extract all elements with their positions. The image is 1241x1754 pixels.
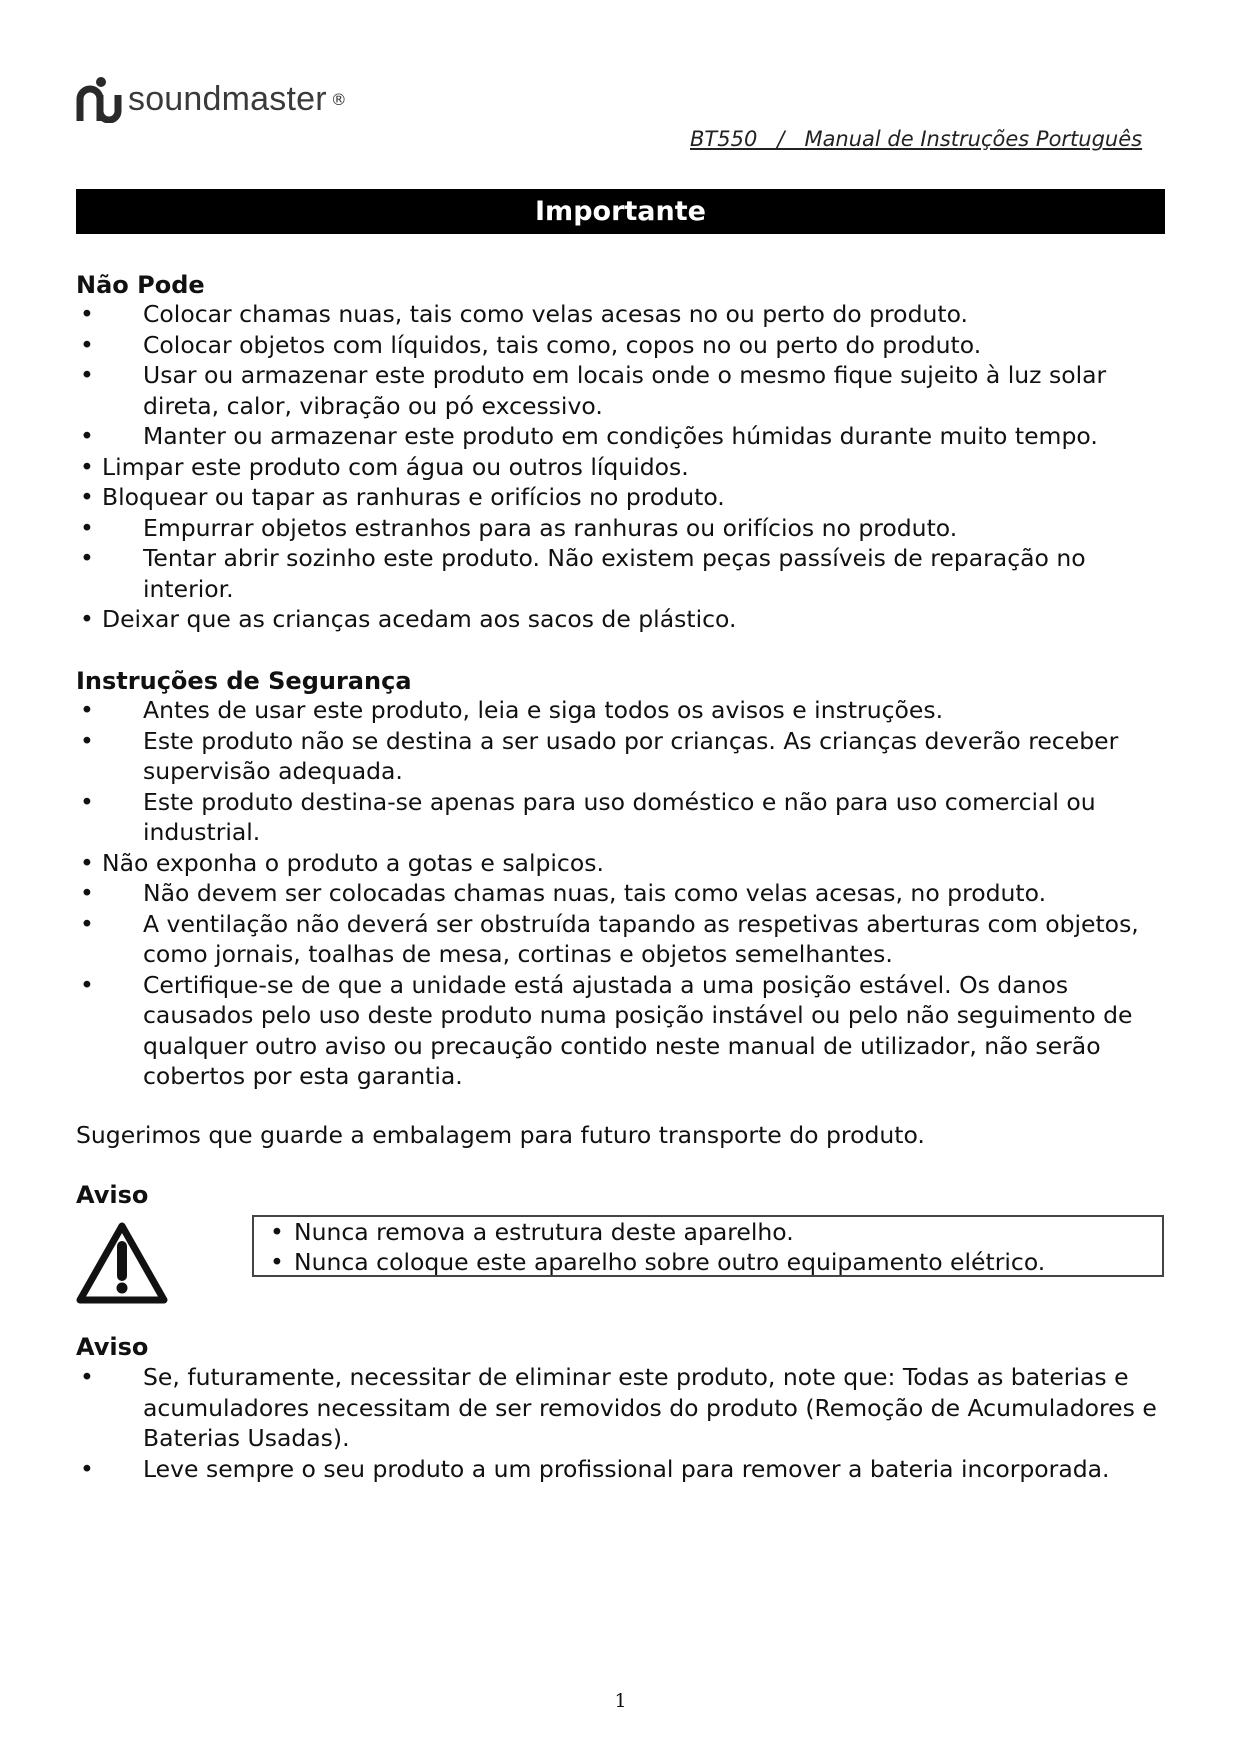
nao-pode-list (76, 299, 1176, 635)
aviso-title: Aviso (76, 1333, 149, 1361)
seguranca-list (76, 695, 1176, 1092)
seguranca-title: Instruções de Segurança (76, 667, 412, 695)
brand-name: soundmaster (128, 79, 327, 118)
document-header: BT550 / Manual de Instruções Português (690, 127, 1143, 151)
list-item: • Colocar objetos com líquidos, tais como, copos no ou perto do produto. (76, 330, 1176, 361)
list-item: • Usar ou armazenar este produto em locais onde o mesmo fique sujeito à luz solar direta, calor, vibração ou pó excessivo. (76, 360, 1176, 421)
registered-mark: ® (330, 89, 347, 109)
warning-box (252, 1215, 1164, 1277)
list-item: • Bloquear ou tapar as ranhuras e orifícios no produto. (76, 482, 1176, 513)
list-item: • Empurrar objetos estranhos para as ranhuras ou orifícios no produto. (76, 513, 1176, 544)
soundmaster-logo-icon (76, 75, 122, 123)
aviso-title: Aviso (76, 1181, 149, 1209)
list-item: • Limpar este produto com água ou outros líquidos. (76, 452, 1176, 483)
list-item: • Deixar que as crianças acedam aos sacos de plástico. (76, 604, 1176, 635)
page-number: 1 (614, 1690, 627, 1712)
list-item: • Tentar abrir sozinho este produto. Não existem peças passíveis de reparação no interior. (76, 543, 1176, 604)
list-item: • Este produto não se destina a ser usado por crianças. As crianças deverão receber supervisão adequada. (76, 726, 1176, 787)
section-banner: Importante (76, 189, 1165, 234)
list-item: • Nunca coloque este aparelho sobre outro equipamento elétrico. (254, 1247, 1162, 1277)
list-item: • Nunca remova a estrutura deste aparelho. (254, 1217, 1162, 1247)
list-item: • Certifique-se de que a unidade está ajustada a uma posição estável. Os danos causados pelo uso deste produto numa posição instável ou pelo não seguimento de qualquer outro aviso ou precaução contido neste manual de utilizador, não serão cobertos por esta garantia. (76, 970, 1176, 1092)
list-item: • Se, futuramente, necessitar de eliminar este produto, note que: Todas as baterias e acumuladores necessitam de ser removidos do produto (Remoção de Acumuladores e Baterias Usadas). (76, 1362, 1176, 1454)
list-item: • A ventilação não deverá ser obstruída tapando as respetivas aberturas com objetos, como jornais, toalhas de mesa, cortinas e objetos semelhantes. (76, 909, 1176, 970)
packaging-suggestion: Sugerimos que guarde a embalagem para futuro transporte do produto. (76, 1121, 925, 1149)
list-item: • Leve sempre o seu produto a um profissional para remover a bateria incorporada. (76, 1454, 1176, 1485)
brand-logo (76, 74, 347, 124)
nao-pode-title: Não Pode (76, 271, 205, 299)
list-item: • Colocar chamas nuas, tais como velas acesas no ou perto do produto. (76, 299, 1176, 330)
list-item: • Antes de usar este produto, leia e siga todos os avisos e instruções. (76, 695, 1176, 726)
list-item: • Este produto destina-se apenas para uso doméstico e não para uso comercial ou industrial. (76, 787, 1176, 848)
aviso-list (76, 1362, 1176, 1484)
list-item: • Não exponha o produto a gotas e salpicos. (76, 848, 1176, 879)
list-item: • Manter ou armazenar este produto em condições húmidas durante muito tempo. (76, 421, 1176, 452)
list-item: • Não devem ser colocadas chamas nuas, tais como velas acesas, no produto. (76, 878, 1176, 909)
warning-triangle-icon (76, 1222, 168, 1304)
